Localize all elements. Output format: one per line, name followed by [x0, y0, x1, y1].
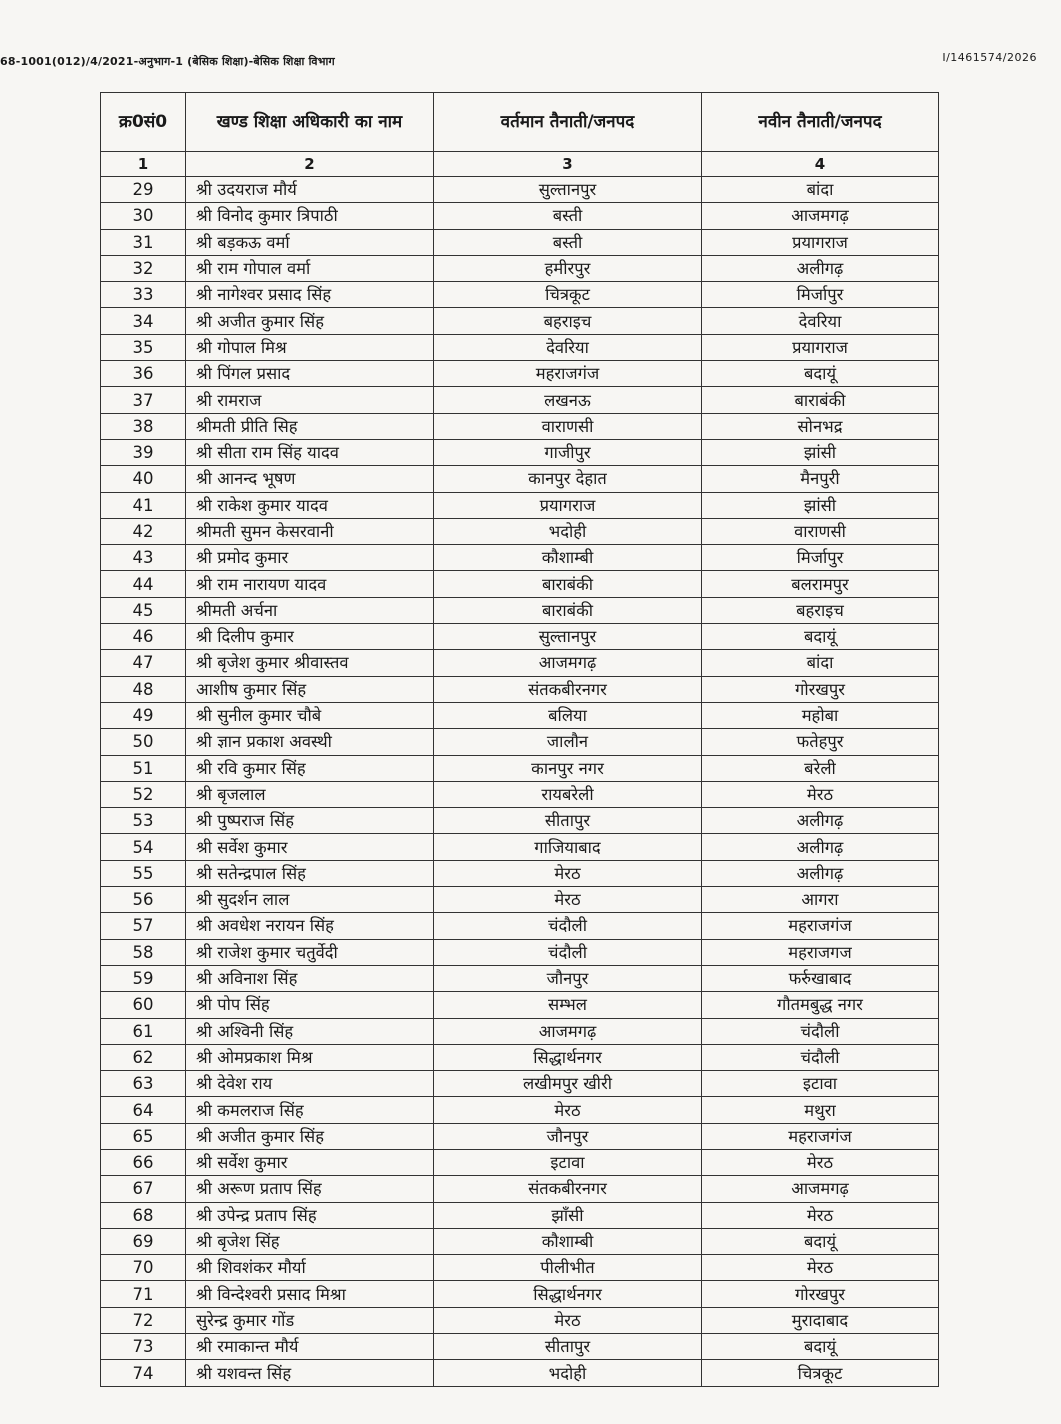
- new-posting: बदायूं: [702, 624, 939, 650]
- officer-name: श्री बृजलाल: [186, 781, 434, 807]
- serial-number: 50: [101, 729, 186, 755]
- serial-number: 45: [101, 597, 186, 623]
- column-number: 4: [702, 152, 939, 177]
- current-posting: कौशाम्बी: [434, 545, 702, 571]
- serial-number: 40: [101, 466, 186, 492]
- table-row: [101, 913, 939, 939]
- table-row: [101, 781, 939, 807]
- new-posting: मथुरा: [702, 1097, 939, 1123]
- current-posting: हमीरपुर: [434, 255, 702, 281]
- officer-name: श्री अरूण प्रताप सिंह: [186, 1176, 434, 1202]
- table-row: [101, 229, 939, 255]
- serial-number: 36: [101, 361, 186, 387]
- table-row: [101, 1097, 939, 1123]
- header-new-posting: नवीन तैनाती/जनपद: [702, 93, 939, 152]
- serial-number: 68: [101, 1202, 186, 1228]
- table-row: [101, 887, 939, 913]
- table-row: [101, 439, 939, 465]
- new-posting: बहराइच: [702, 597, 939, 623]
- current-posting: सुल्तानपुर: [434, 624, 702, 650]
- current-posting: रायबरेली: [434, 781, 702, 807]
- current-posting: सुल्तानपुर: [434, 177, 702, 203]
- table-row: [101, 361, 939, 387]
- new-posting: बाराबंकी: [702, 387, 939, 413]
- current-posting: इटावा: [434, 1149, 702, 1175]
- header-officer-name: खण्ड शिक्षा अधिकारी का नाम: [186, 93, 434, 152]
- current-posting: चंदौली: [434, 939, 702, 965]
- current-posting: बाराबंकी: [434, 571, 702, 597]
- serial-number: 71: [101, 1281, 186, 1307]
- serial-number: 52: [101, 781, 186, 807]
- current-posting: मेरठ: [434, 1097, 702, 1123]
- serial-number: 53: [101, 808, 186, 834]
- current-posting: गाजियाबाद: [434, 834, 702, 860]
- new-posting: अलीगढ़: [702, 808, 939, 834]
- officer-name: श्री ज्ञान प्रकाश अवस्थी: [186, 729, 434, 755]
- serial-number: 47: [101, 650, 186, 676]
- current-posting: जालौन: [434, 729, 702, 755]
- current-posting: वाराणसी: [434, 413, 702, 439]
- table-row: [101, 1123, 939, 1149]
- officer-name: श्री उपेन्द्र प्रताप सिंह: [186, 1202, 434, 1228]
- current-posting: लखनऊ: [434, 387, 702, 413]
- officer-name: सुरेन्द्र कुमार गोंड: [186, 1307, 434, 1333]
- current-posting: महराजगंज: [434, 361, 702, 387]
- officer-name: श्री रमाकान्त मौर्य: [186, 1334, 434, 1360]
- current-posting: बाराबंकी: [434, 597, 702, 623]
- new-posting: फतेहपुर: [702, 729, 939, 755]
- serial-number: 59: [101, 965, 186, 991]
- officer-name: श्री पुष्पराज सिंह: [186, 808, 434, 834]
- serial-number: 54: [101, 834, 186, 860]
- officer-name: श्री राम नारायण यादव: [186, 571, 434, 597]
- current-posting: कौशाम्बी: [434, 1228, 702, 1254]
- officer-name: श्री सर्वेश कुमार: [186, 834, 434, 860]
- table-row: [101, 939, 939, 965]
- serial-number: 63: [101, 1071, 186, 1097]
- officer-name: श्री सर्वेश कुमार: [186, 1149, 434, 1175]
- table-row: [101, 466, 939, 492]
- new-posting: अलीगढ़: [702, 860, 939, 886]
- table-row: [101, 650, 939, 676]
- new-posting: महराजगंज: [702, 1123, 939, 1149]
- officer-name: श्री विन्देश्वरी प्रसाद मिश्रा: [186, 1281, 434, 1307]
- new-posting: मेरठ: [702, 1202, 939, 1228]
- current-posting: मेरठ: [434, 887, 702, 913]
- serial-number: 34: [101, 308, 186, 334]
- new-posting: चंदौली: [702, 1018, 939, 1044]
- officer-name: श्री शिवशंकर मौर्या: [186, 1255, 434, 1281]
- officer-name: श्री सुदर्शन लाल: [186, 887, 434, 913]
- serial-number: 35: [101, 334, 186, 360]
- serial-number: 48: [101, 676, 186, 702]
- header-serial: क्र0सं0: [101, 93, 186, 152]
- new-posting: मैनपुरी: [702, 466, 939, 492]
- table-row: [101, 1255, 939, 1281]
- current-posting: बस्ती: [434, 229, 702, 255]
- current-posting: चंदौली: [434, 913, 702, 939]
- current-posting: मेरठ: [434, 860, 702, 886]
- table-row: [101, 1334, 939, 1360]
- current-posting: बलिया: [434, 702, 702, 728]
- new-posting: बांदा: [702, 650, 939, 676]
- new-posting: आगरा: [702, 887, 939, 913]
- new-posting: गोरखपुर: [702, 1281, 939, 1307]
- officer-name: आशीष कुमार सिंह: [186, 676, 434, 702]
- new-posting: अलीगढ़: [702, 255, 939, 281]
- current-posting: सिद्धार्थनगर: [434, 1281, 702, 1307]
- table-row: [101, 1360, 939, 1386]
- serial-number: 44: [101, 571, 186, 597]
- table-row: [101, 1071, 939, 1097]
- officer-name: श्री अजीत कुमार सिंह: [186, 308, 434, 334]
- table-row: [101, 334, 939, 360]
- current-posting: भदोही: [434, 518, 702, 544]
- current-posting: सीतापुर: [434, 808, 702, 834]
- officer-name: श्री देवेश राय: [186, 1071, 434, 1097]
- serial-number: 41: [101, 492, 186, 518]
- table-row: [101, 808, 939, 834]
- serial-number: 55: [101, 860, 186, 886]
- officer-name: श्री बृजेश सिंह: [186, 1228, 434, 1254]
- table-row: [101, 1228, 939, 1254]
- new-posting: वाराणसी: [702, 518, 939, 544]
- current-posting: कानपुर नगर: [434, 755, 702, 781]
- officer-name: श्रीमती प्रीति सिह: [186, 413, 434, 439]
- serial-number: 49: [101, 702, 186, 728]
- table-row: [101, 308, 939, 334]
- serial-number: 56: [101, 887, 186, 913]
- serial-number: 46: [101, 624, 186, 650]
- officer-name: श्री विनोद कुमार त्रिपाठी: [186, 203, 434, 229]
- new-posting: बांदा: [702, 177, 939, 203]
- officer-name: श्री कमलराज सिंह: [186, 1097, 434, 1123]
- table-row: [101, 387, 939, 413]
- current-posting: झाँसी: [434, 1202, 702, 1228]
- table-row: [101, 1202, 939, 1228]
- new-posting: बलरामपुर: [702, 571, 939, 597]
- serial-number: 31: [101, 229, 186, 255]
- current-posting: संतकबीरनगर: [434, 676, 702, 702]
- new-posting: इटावा: [702, 1071, 939, 1097]
- officer-name: श्री बृजेश कुमार श्रीवास्तव: [186, 650, 434, 676]
- serial-number: 64: [101, 1097, 186, 1123]
- new-posting: प्रयागराज: [702, 229, 939, 255]
- officer-name: श्री आनन्द भूषण: [186, 466, 434, 492]
- serial-number: 39: [101, 439, 186, 465]
- new-posting: गोरखपुर: [702, 676, 939, 702]
- current-posting: आजमगढ़: [434, 650, 702, 676]
- table-row: [101, 1307, 939, 1333]
- new-posting: बदायूं: [702, 361, 939, 387]
- serial-number: 60: [101, 992, 186, 1018]
- table-row: [101, 518, 939, 544]
- current-posting: बस्ती: [434, 203, 702, 229]
- column-number: 3: [434, 152, 702, 177]
- serial-number: 66: [101, 1149, 186, 1175]
- serial-number: 37: [101, 387, 186, 413]
- officer-name: श्री अवधेश नरायन सिंह: [186, 913, 434, 939]
- table-row: [101, 255, 939, 281]
- serial-number: 62: [101, 1044, 186, 1070]
- header-current-posting: वर्तमान तैनाती/जनपद: [434, 93, 702, 152]
- officer-name: श्री उदयराज मौर्य: [186, 177, 434, 203]
- officer-name: श्री राजेश कुमार चतुर्वेदी: [186, 939, 434, 965]
- officer-name: श्री पोप सिंह: [186, 992, 434, 1018]
- table-row: [101, 203, 939, 229]
- table-row: [101, 413, 939, 439]
- officer-name: श्री सीता राम सिंह यादव: [186, 439, 434, 465]
- new-posting: झांसी: [702, 439, 939, 465]
- new-posting: देवरिया: [702, 308, 939, 334]
- officer-name: श्री राम गोपाल वर्मा: [186, 255, 434, 281]
- current-posting: लखीमपुर खीरी: [434, 1071, 702, 1097]
- new-posting: फर्रुखाबाद: [702, 965, 939, 991]
- current-posting: चित्रकूट: [434, 282, 702, 308]
- new-posting: मेरठ: [702, 781, 939, 807]
- column-number-row: [101, 152, 939, 177]
- current-posting: प्रयागराज: [434, 492, 702, 518]
- new-posting: आजमगढ़: [702, 203, 939, 229]
- new-posting: मेरठ: [702, 1255, 939, 1281]
- table-row: [101, 992, 939, 1018]
- serial-number: 29: [101, 177, 186, 203]
- current-posting: सिद्धार्थनगर: [434, 1044, 702, 1070]
- table-row: [101, 860, 939, 886]
- officer-name: श्री राकेश कुमार यादव: [186, 492, 434, 518]
- serial-number: 57: [101, 913, 186, 939]
- table-row: [101, 597, 939, 623]
- table-row: [101, 965, 939, 991]
- officer-name: श्री अश्विनी सिंह: [186, 1018, 434, 1044]
- document-id: I/1461574/2026: [942, 51, 1037, 64]
- officer-name: श्री दिलीप कुमार: [186, 624, 434, 650]
- officer-name: श्री बड़कऊ वर्मा: [186, 229, 434, 255]
- officer-name: श्री प्रमोद कुमार: [186, 545, 434, 571]
- current-posting: मेरठ: [434, 1307, 702, 1333]
- officer-name: श्री ओमप्रकाश मिश्र: [186, 1044, 434, 1070]
- column-number: 2: [186, 152, 434, 177]
- new-posting: महराजगज: [702, 939, 939, 965]
- new-posting: गौतमबुद्ध नगर: [702, 992, 939, 1018]
- table-row: [101, 729, 939, 755]
- new-posting: प्रयागराज: [702, 334, 939, 360]
- officer-name: श्री पिंगल प्रसाद: [186, 361, 434, 387]
- officer-name: श्री यशवन्त सिंह: [186, 1360, 434, 1386]
- officer-name: श्री नागेश्वर प्रसाद सिंह: [186, 282, 434, 308]
- new-posting: मेरठ: [702, 1149, 939, 1175]
- table-row: [101, 545, 939, 571]
- table-row: [101, 492, 939, 518]
- officer-name: श्री रामराज: [186, 387, 434, 413]
- officer-name: श्री अविनाश सिंह: [186, 965, 434, 991]
- serial-number: 51: [101, 755, 186, 781]
- table-row: [101, 571, 939, 597]
- current-posting: बहराइच: [434, 308, 702, 334]
- new-posting: बदायूं: [702, 1228, 939, 1254]
- table-row: [101, 834, 939, 860]
- serial-number: 74: [101, 1360, 186, 1386]
- serial-number: 58: [101, 939, 186, 965]
- officer-name: श्री सुनील कुमार चौबे: [186, 702, 434, 728]
- new-posting: बदायूं: [702, 1334, 939, 1360]
- new-posting: मिर्जापुर: [702, 282, 939, 308]
- current-posting: सम्भल: [434, 992, 702, 1018]
- document-reference: 68-1001(012)/4/2021-अनुभाग-1 (बेसिक शिक्षा)-बेसिक शिक्षा विभाग: [0, 55, 335, 68]
- current-posting: आजमगढ़: [434, 1018, 702, 1044]
- new-posting: चंदौली: [702, 1044, 939, 1070]
- serial-number: 32: [101, 255, 186, 281]
- serial-number: 30: [101, 203, 186, 229]
- table-row: [101, 624, 939, 650]
- new-posting: बरेली: [702, 755, 939, 781]
- serial-number: 72: [101, 1307, 186, 1333]
- officer-name: श्री अजीत कुमार सिंह: [186, 1123, 434, 1149]
- table-row: [101, 1176, 939, 1202]
- table-row: [101, 1044, 939, 1070]
- officer-name: श्री गोपाल मिश्र: [186, 334, 434, 360]
- new-posting: अलीगढ़: [702, 834, 939, 860]
- serial-number: 73: [101, 1334, 186, 1360]
- table-row: [101, 1018, 939, 1044]
- serial-number: 43: [101, 545, 186, 571]
- new-posting: महोबा: [702, 702, 939, 728]
- serial-number: 61: [101, 1018, 186, 1044]
- serial-number: 69: [101, 1228, 186, 1254]
- current-posting: जौनपुर: [434, 1123, 702, 1149]
- table-row: [101, 676, 939, 702]
- officer-name: श्रीमती अर्चना: [186, 597, 434, 623]
- new-posting: चित्रकूट: [702, 1360, 939, 1386]
- current-posting: कानपुर देहात: [434, 466, 702, 492]
- table-row: [101, 755, 939, 781]
- officer-name: श्री सतेन्द्रपाल सिंह: [186, 860, 434, 886]
- serial-number: 65: [101, 1123, 186, 1149]
- new-posting: झांसी: [702, 492, 939, 518]
- officer-name: श्री रवि कुमार सिंह: [186, 755, 434, 781]
- transfer-table: [100, 92, 939, 1387]
- table-header-row: [101, 93, 939, 152]
- new-posting: महराजगंज: [702, 913, 939, 939]
- current-posting: पीलीभीत: [434, 1255, 702, 1281]
- serial-number: 33: [101, 282, 186, 308]
- new-posting: आजमगढ़: [702, 1176, 939, 1202]
- current-posting: सीतापुर: [434, 1334, 702, 1360]
- current-posting: गाजीपुर: [434, 439, 702, 465]
- serial-number: 42: [101, 518, 186, 544]
- current-posting: जौनपुर: [434, 965, 702, 991]
- officer-name: श्रीमती सुमन केसरवानी: [186, 518, 434, 544]
- current-posting: भदोही: [434, 1360, 702, 1386]
- serial-number: 70: [101, 1255, 186, 1281]
- current-posting: देवरिया: [434, 334, 702, 360]
- table-row: [101, 1149, 939, 1175]
- table-row: [101, 702, 939, 728]
- new-posting: सोनभद्र: [702, 413, 939, 439]
- column-number: 1: [101, 152, 186, 177]
- new-posting: मुरादाबाद: [702, 1307, 939, 1333]
- table-row: [101, 177, 939, 203]
- table-row: [101, 1281, 939, 1307]
- new-posting: मिर्जापुर: [702, 545, 939, 571]
- table-row: [101, 282, 939, 308]
- current-posting: संतकबीरनगर: [434, 1176, 702, 1202]
- serial-number: 38: [101, 413, 186, 439]
- serial-number: 67: [101, 1176, 186, 1202]
